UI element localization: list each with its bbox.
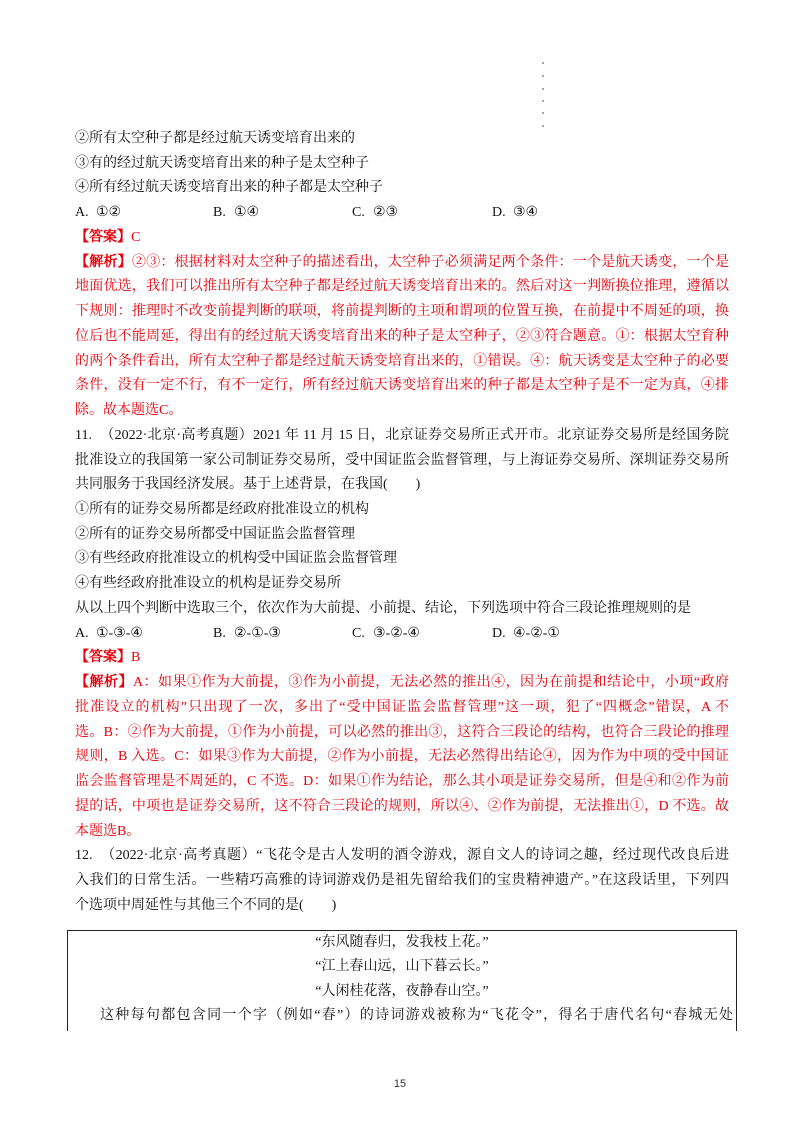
answer-tag: 【答案】: [75, 229, 131, 245]
q11-stem-line: 共同服务于我国经济发展。基于上述背景，在我国( ): [75, 477, 421, 493]
q11-analysis-line: 监会监督管理是不周延的，C 不选。D：如果①作为结论，那么其小项是证券交易所，但是④和②作为前: [75, 774, 729, 790]
option-label: D.: [492, 205, 506, 221]
question-source: （2022·北京·高考真题）: [100, 848, 257, 864]
q11-option-c: [352, 622, 420, 647]
material-note: 这种每句都包含同一个字（例如“春”）的诗词游戏被称为“飞花令”，得名于唐代名句“春城无处: [100, 1008, 733, 1024]
q12-stem-line: 入我们的日常生活。一些精巧高雅的诗词游戏仍是祖先留给我们的宝贵精神遗产。”在这段话里，下列四: [75, 873, 729, 889]
option-text: ①-③-④: [96, 625, 143, 641]
question-number: 12.: [75, 848, 93, 864]
q10-analysis-line: [75, 251, 729, 276]
q10-option-d: [492, 201, 538, 226]
q12-header: [75, 844, 729, 869]
q11-answer: [75, 646, 729, 671]
answer-value: C: [131, 229, 141, 245]
q10-statement: ②所有太空种子都是经过航天诱变培育出来的: [75, 131, 355, 146]
q11-analysis-line: 提的话，中项也是证券交易所，这不符合三段论的规则，所以④、②作为前提，无法推出①，D 不选。故: [75, 798, 729, 814]
q11-analysis-line: 选。B：②作为大前提，①作为小前提，可以必然的推出③，这符合三段论的结构，也符合三段论的推理: [75, 724, 729, 740]
option-text: ②-①-③: [234, 625, 281, 641]
poem-line: “人闲桂花落，夜静春山空。”: [315, 983, 489, 999]
q10-analysis-line: 地面优选，我们可以推出所有太空种子都是经过航天诱变培育出来的。然后对这一判断换位推理，遵循以: [75, 279, 729, 295]
option-label: B.: [213, 205, 226, 221]
q11-option-b: [213, 622, 281, 647]
q11-analysis-line: 本题选B。: [75, 823, 141, 839]
q10-option-a: [75, 201, 121, 226]
option-text: ②③: [373, 205, 399, 221]
page-number: 15: [393, 1078, 407, 1090]
option-label: A.: [75, 205, 89, 221]
option-text: ③④: [513, 205, 539, 221]
q11-prompt: 从以上四个判断中选取三个，依次作为大前提、小前提、结论，下列选项中符合三段论推理规则的是: [75, 600, 691, 616]
poem-line: “东风随春归，发我枝上花。”: [315, 935, 489, 950]
q12-material-box: [67, 930, 737, 1031]
option-text: ①②: [96, 205, 122, 221]
q11-statement: ③有些经政府批准设立的机构受中国证监会监督管理: [75, 551, 397, 567]
scan-dot: [542, 112, 544, 114]
scan-dot: [542, 75, 544, 77]
option-text: ①④: [234, 205, 260, 221]
option-label: B.: [213, 625, 226, 641]
scan-dot: [542, 100, 544, 102]
option-label: C.: [352, 205, 365, 221]
answer-value: B: [131, 650, 141, 666]
analysis-tag: 【解析】: [75, 254, 132, 270]
q10-statement: ④所有经过航天诱变培育出来的种子都是太空种子: [75, 180, 383, 196]
q10-analysis-line: 的两个条件看出，所有太空种子都是经过航天诱变培育出来的，①错误。④：航天诱变是太空种子的必要: [75, 353, 729, 369]
analysis-tag: 【解析】: [75, 675, 133, 691]
q11-header: [75, 424, 729, 449]
q10-options: [75, 201, 729, 226]
poem-line: “江上春山远，山下暮云长。”: [315, 959, 489, 975]
q12-stem-line: 个选项中周延性与其他三个不同的是( ): [75, 897, 337, 913]
q10-option-c: [352, 201, 398, 226]
q10-statement: ③有的经过航天诱变培育出来的种子是太空种子: [75, 155, 369, 171]
q11-analysis-line: [75, 671, 729, 696]
q11-stem-line: 批准设立的我国第一家公司制证券交易所，受中国证监会监督管理，与上海证券交易所、深圳证券交易所: [75, 452, 729, 468]
q11-options: [75, 622, 729, 647]
option-label: D.: [492, 625, 506, 641]
q11-statement: ①所有的证券交易所都是经政府批准设立的机构: [75, 502, 369, 518]
q10-answer: [75, 226, 729, 251]
q11-statement: ②所有的证券交易所都受中国证监会监督管理: [75, 526, 355, 542]
q10-analysis-line: 条件，没有一定不行，有不一定行，所有经过航天诱变培育出来的种子都是太空种子是不一定为真，④排: [75, 378, 729, 394]
q11-statement: ④有些经政府批准设立的机构是证券交易所: [75, 576, 341, 592]
scan-dot: [542, 62, 544, 64]
q11-option-a: [75, 622, 143, 647]
option-text: ④-②-①: [513, 625, 560, 641]
question-source: （2022·北京·高考真题）: [99, 427, 254, 443]
question-stem-text: “飞花令是古人发明的酒令游戏，源自文人的诗词之趣，经过现代改良后进: [256, 848, 729, 864]
option-text: ③-②-④: [373, 625, 420, 641]
analysis-text: ②③：根据材料对太空种子的描述看出，太空种子必须满足两个条件：一个是航天诱变，一个是: [131, 254, 729, 270]
analysis-text: A：如果①作为大前提，③作为小前提，无法必然的推出④，因为在前提和结论中，小项“政府: [132, 675, 729, 691]
question-number: 11.: [75, 427, 92, 443]
q11-analysis-line: 批准设立的机构”只出现了一次，多出了“受中国证监会监督管理”这一项，犯了“四概念”错误，A 不: [75, 699, 729, 715]
q10-option-b: [213, 201, 259, 226]
q10-analysis-line: 下规则：推理时不改变前提判断的联项，将前提判断的主项和谓项的位置互换，在前提中不周延的项，换: [75, 304, 729, 320]
option-label: A.: [75, 625, 89, 641]
question-stem-text: 2021 年 11 月 15 日，北京证券交易所正式开市。北京证券交易所是经国务院: [253, 427, 729, 443]
page-content: [75, 127, 729, 919]
option-label: C.: [352, 625, 365, 641]
answer-tag: 【答案】: [75, 650, 131, 666]
q10-analysis-line: 位后也不能周延，得出有的经过航天诱变培育出来的种子是太空种子，②③符合题意。①：根据太空育种: [75, 328, 729, 344]
q11-analysis-line: 规则，B 入选。C：如果③作为大前提，②作为小前提，无法必然得出结论④，因为作为中项的受中国证: [75, 749, 729, 765]
q11-option-d: [492, 622, 560, 647]
q10-analysis-line: 除。故本题选C。: [75, 403, 183, 419]
scan-dot: [542, 88, 544, 90]
scan-dots: [542, 0, 546, 140]
